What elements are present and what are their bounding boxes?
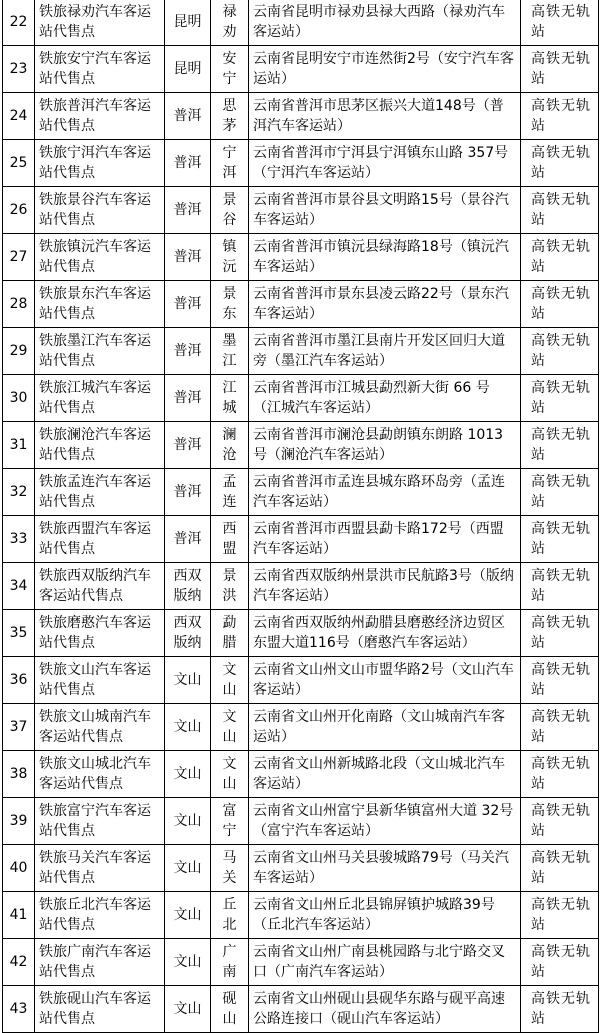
outlet-name-cell: 铁旅宁洱汽车客运站代售点 (35, 140, 165, 187)
table-row (3, 610, 599, 657)
station-type-cell: 高铁无轨站 (521, 234, 599, 281)
row-number-cell: 23 (3, 46, 35, 93)
city-cell: 西双版纳 (165, 563, 211, 610)
address-cell: 云南省文山州富宁县新华镇富州大道 32号（富宁汽车客运站） (249, 798, 521, 845)
city-cell: 文山 (165, 798, 211, 845)
table-row (3, 469, 599, 516)
city-cell: 普洱 (165, 281, 211, 328)
row-number-cell: 41 (3, 892, 35, 939)
station-type-cell: 高铁无轨站 (521, 610, 599, 657)
table-row (3, 845, 599, 892)
city-cell: 文山 (165, 986, 211, 1033)
county-cell: 马关 (211, 845, 249, 892)
station-type-cell: 高铁无轨站 (521, 798, 599, 845)
county-cell: 文山 (211, 751, 249, 798)
station-type-cell: 高铁无轨站 (521, 751, 599, 798)
address-cell: 云南省文山州丘北县锦屏镇护城路39号（丘北汽车客运站） (249, 892, 521, 939)
outlet-name-cell: 铁旅马关汽车客运站代售点 (35, 845, 165, 892)
table-row (3, 563, 599, 610)
outlet-name-cell: 铁旅丘北汽车客运站代售点 (35, 892, 165, 939)
outlet-name-cell: 铁旅文山城北汽车客运站代售点 (35, 751, 165, 798)
address-cell: 云南省文山州新城路北段（文山城北汽车客运站） (249, 751, 521, 798)
address-cell: 云南省普洱市江城县勐烈新大街 66 号（江城汽车客运站） (249, 375, 521, 422)
table-row (3, 422, 599, 469)
table-body (3, 0, 599, 1033)
outlet-name-cell: 铁旅江城汽车客运站代售点 (35, 375, 165, 422)
address-cell: 云南省普洱市孟连县城东路环岛旁（孟连汽车客运站） (249, 469, 521, 516)
station-type-cell: 高铁无轨站 (521, 845, 599, 892)
row-number-cell: 28 (3, 281, 35, 328)
row-number-cell: 29 (3, 328, 35, 375)
city-cell: 普洱 (165, 234, 211, 281)
county-cell: 墨江 (211, 328, 249, 375)
outlet-name-cell: 铁旅禄劝汽车客运站代售点 (35, 0, 165, 46)
station-type-cell: 高铁无轨站 (521, 93, 599, 140)
county-cell: 砚山 (211, 986, 249, 1033)
address-cell: 云南省普洱市景东县凌云路22号（景东汽车客运站） (249, 281, 521, 328)
table-row (3, 751, 599, 798)
address-cell: 云南省文山州开化南路（文山城南汽车客运站） (249, 704, 521, 751)
ticket-outlet-table (2, 0, 599, 1033)
address-cell: 云南省普洱市西盟县勐卡路172号（西盟汽车客运站） (249, 516, 521, 563)
address-cell: 云南省昆明市禄劝县禄大西路（禄劝汽车客运站） (249, 0, 521, 46)
city-cell: 文山 (165, 751, 211, 798)
address-cell: 云南省普洱市镇沅县绿海路18号（镇沅汽车客运站） (249, 234, 521, 281)
outlet-name-cell: 铁旅富宁汽车客运站代售点 (35, 798, 165, 845)
city-cell: 文山 (165, 892, 211, 939)
outlet-name-cell: 铁旅西双版纳汽车客运站代售点 (35, 563, 165, 610)
table-row (3, 986, 599, 1033)
outlet-name-cell: 铁旅澜沧汽车客运站代售点 (35, 422, 165, 469)
county-cell: 澜沧 (211, 422, 249, 469)
address-cell: 云南省西双版纳州勐腊县磨憨经济边贸区东盟大道116号（磨憨汽车客运站） (249, 610, 521, 657)
table-row (3, 704, 599, 751)
city-cell: 普洱 (165, 469, 211, 516)
station-type-cell: 高铁无轨站 (521, 187, 599, 234)
table-row (3, 0, 599, 46)
address-cell: 云南省普洱市景谷县文明路15号（景谷汽车客运站） (249, 187, 521, 234)
county-cell: 安宁 (211, 46, 249, 93)
city-cell: 普洱 (165, 93, 211, 140)
city-cell: 普洱 (165, 328, 211, 375)
row-number-cell: 31 (3, 422, 35, 469)
row-number-cell: 43 (3, 986, 35, 1033)
outlet-name-cell: 铁旅景东汽车客运站代售点 (35, 281, 165, 328)
county-cell: 文山 (211, 704, 249, 751)
city-cell: 普洱 (165, 375, 211, 422)
address-cell: 云南省文山州文山市盟华路2号（文山汽车客运站） (249, 657, 521, 704)
station-type-cell: 高铁无轨站 (521, 422, 599, 469)
station-type-cell: 高铁无轨站 (521, 704, 599, 751)
row-number-cell: 42 (3, 939, 35, 986)
row-number-cell: 27 (3, 234, 35, 281)
address-cell: 云南省文山州马关县骏城路79号（马关汽车客运站） (249, 845, 521, 892)
row-number-cell: 35 (3, 610, 35, 657)
county-cell: 镇沅 (211, 234, 249, 281)
county-cell: 孟连 (211, 469, 249, 516)
outlet-name-cell: 铁旅文山城南汽车客运站代售点 (35, 704, 165, 751)
city-cell: 文山 (165, 704, 211, 751)
row-number-cell: 33 (3, 516, 35, 563)
table-row (3, 657, 599, 704)
city-cell: 西双版纳 (165, 610, 211, 657)
table-row (3, 46, 599, 93)
table-row (3, 892, 599, 939)
city-cell: 昆明 (165, 0, 211, 46)
station-type-cell: 高铁无轨站 (521, 140, 599, 187)
county-cell: 禄劝 (211, 0, 249, 46)
station-type-cell: 高铁无轨站 (521, 892, 599, 939)
row-number-cell: 26 (3, 187, 35, 234)
table-row (3, 516, 599, 563)
county-cell: 景东 (211, 281, 249, 328)
row-number-cell: 39 (3, 798, 35, 845)
row-number-cell: 25 (3, 140, 35, 187)
table-row (3, 140, 599, 187)
row-number-cell: 37 (3, 704, 35, 751)
table-row (3, 234, 599, 281)
address-cell: 云南省文山州广南县桃园路与北宁路交叉口（广南汽车客运站） (249, 939, 521, 986)
county-cell: 丘北 (211, 892, 249, 939)
address-cell: 云南省普洱市宁洱县宁洱镇东山路 357号（宁洱汽车客运站） (249, 140, 521, 187)
station-type-cell: 高铁无轨站 (521, 328, 599, 375)
row-number-cell: 40 (3, 845, 35, 892)
row-number-cell: 34 (3, 563, 35, 610)
table-row (3, 93, 599, 140)
address-cell: 云南省昆明安宁市连然街2号（安宁汽车客运站） (249, 46, 521, 93)
city-cell: 文山 (165, 657, 211, 704)
outlet-name-cell: 铁旅镇沅汽车客运站代售点 (35, 234, 165, 281)
outlet-name-cell: 铁旅砚山汽车客运站代售点 (35, 986, 165, 1033)
county-cell: 富宁 (211, 798, 249, 845)
row-number-cell: 24 (3, 93, 35, 140)
city-cell: 普洱 (165, 187, 211, 234)
address-cell: 云南省普洱市思茅区振兴大道148号（普洱汽车客运站） (249, 93, 521, 140)
outlet-name-cell: 铁旅文山汽车客运站代售点 (35, 657, 165, 704)
table-row (3, 187, 599, 234)
outlet-name-cell: 铁旅景谷汽车客运站代售点 (35, 187, 165, 234)
station-type-cell: 高铁无轨站 (521, 986, 599, 1033)
table-row (3, 281, 599, 328)
outlet-name-cell: 铁旅墨江汽车客运站代售点 (35, 328, 165, 375)
row-number-cell: 32 (3, 469, 35, 516)
outlet-name-cell: 铁旅磨憨汽车客运站代售点 (35, 610, 165, 657)
county-cell: 西盟 (211, 516, 249, 563)
county-cell: 文山 (211, 657, 249, 704)
outlet-name-cell: 铁旅西盟汽车客运站代售点 (35, 516, 165, 563)
outlet-name-cell: 铁旅广南汽车客运站代售点 (35, 939, 165, 986)
county-cell: 江城 (211, 375, 249, 422)
address-cell: 云南省西双版纳州景洪市民航路3号（版纳汽车客运站） (249, 563, 521, 610)
station-type-cell: 高铁无轨站 (521, 939, 599, 986)
city-cell: 普洱 (165, 516, 211, 563)
county-cell: 景洪 (211, 563, 249, 610)
outlet-name-cell: 铁旅普洱汽车客运站代售点 (35, 93, 165, 140)
address-cell: 云南省普洱市墨江县南片开发区回归大道旁（墨江汽车客运站） (249, 328, 521, 375)
county-cell: 景谷 (211, 187, 249, 234)
county-cell: 思茅 (211, 93, 249, 140)
county-cell: 宁洱 (211, 140, 249, 187)
table-row (3, 328, 599, 375)
station-type-cell: 高铁无轨站 (521, 469, 599, 516)
table-row (3, 798, 599, 845)
city-cell: 文山 (165, 939, 211, 986)
station-type-cell: 高铁无轨站 (521, 0, 599, 46)
address-cell: 云南省普洱市澜沧县勐朗镇东朗路 1013号（澜沧汽车客运站） (249, 422, 521, 469)
station-type-cell: 高铁无轨站 (521, 281, 599, 328)
table-row (3, 939, 599, 986)
county-cell: 勐腊 (211, 610, 249, 657)
address-cell: 云南省文山州砚山县砚华东路与砚平高速公路连接口（砚山汽车客运站） (249, 986, 521, 1033)
row-number-cell: 38 (3, 751, 35, 798)
station-type-cell: 高铁无轨站 (521, 375, 599, 422)
city-cell: 文山 (165, 845, 211, 892)
station-type-cell: 高铁无轨站 (521, 46, 599, 93)
station-type-cell: 高铁无轨站 (521, 657, 599, 704)
city-cell: 昆明 (165, 46, 211, 93)
row-number-cell: 36 (3, 657, 35, 704)
station-type-cell: 高铁无轨站 (521, 516, 599, 563)
row-number-cell: 30 (3, 375, 35, 422)
row-number-cell: 22 (3, 0, 35, 46)
outlet-name-cell: 铁旅孟连汽车客运站代售点 (35, 469, 165, 516)
table-row (3, 375, 599, 422)
county-cell: 广南 (211, 939, 249, 986)
outlet-name-cell: 铁旅安宁汽车客运站代售点 (35, 46, 165, 93)
station-type-cell: 高铁无轨站 (521, 563, 599, 610)
city-cell: 普洱 (165, 140, 211, 187)
city-cell: 普洱 (165, 422, 211, 469)
